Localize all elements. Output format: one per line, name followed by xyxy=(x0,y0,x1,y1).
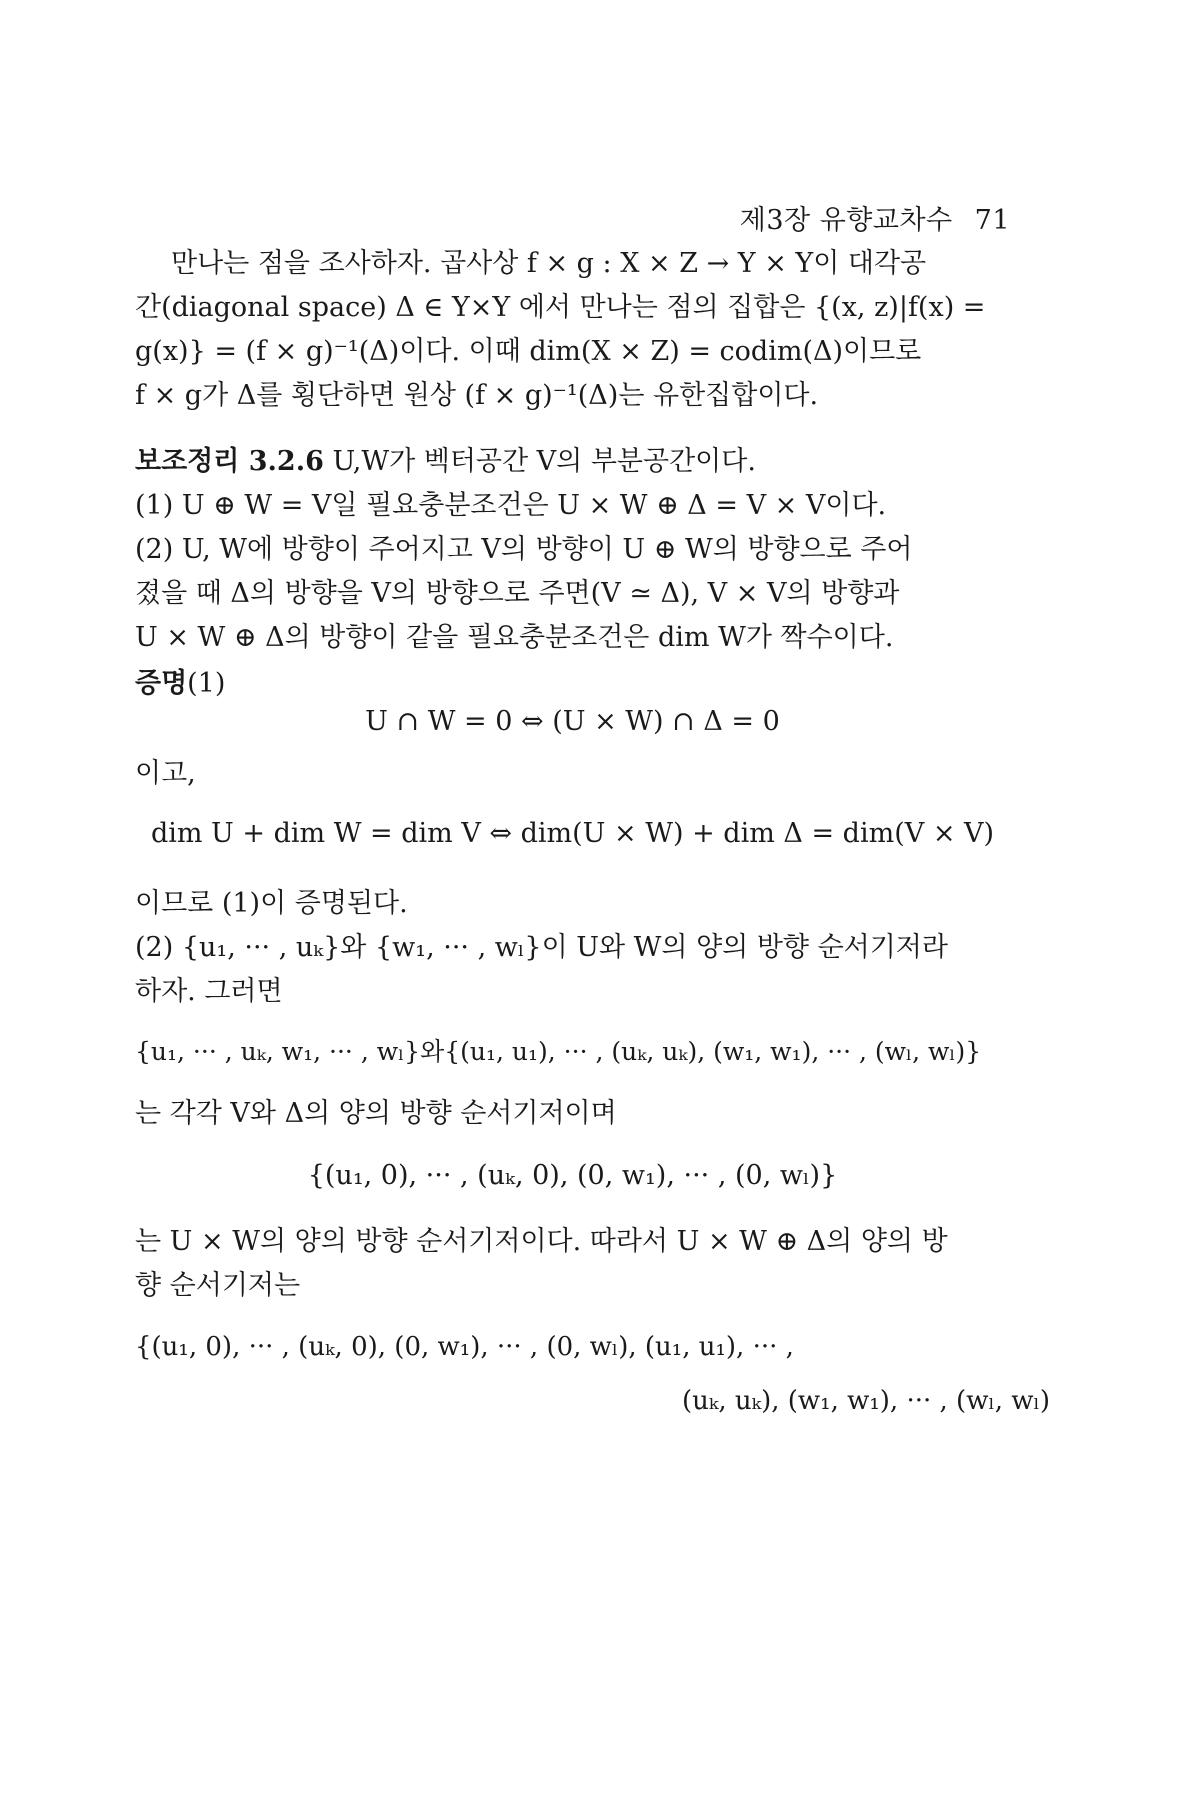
equation-basis-line-1: {(u₁, 0), ··· , (uₖ, 0), (0, w₁), ··· , (0, wₗ), (u₁, u₁), ··· , xyxy=(135,1332,794,1362)
intro-line: 만나는 점을 조사하자. 곱사상 f × g : X × Z → Y × Y이 대각공 xyxy=(171,248,927,279)
page-number: 71 xyxy=(974,205,1010,236)
proof-line: (2) {u₁, ··· , uₖ}와 {w₁, ··· , wₗ}이 U와 W의 양의 방향 순서기저라 xyxy=(135,932,948,963)
lemma-item-2-line: (2) U, W에 방향이 주어지고 V의 방향이 U ⊕ W의 방향으로 주어 xyxy=(135,534,913,565)
equation-basis-line-2: (uₖ, uₖ), (w₁, w₁), ··· , (wₗ, wₗ) xyxy=(681,1386,1050,1416)
proof-label: 증명 xyxy=(135,668,188,699)
equation-2 xyxy=(135,812,1010,856)
proof-text-1 xyxy=(135,752,1010,796)
lemma-item-2-line: 졌을 때 Δ의 방향을 V의 방향으로 주면(V ≃ Δ), V × V의 방향과 xyxy=(135,578,900,609)
proof-text-2 xyxy=(135,882,1010,1014)
lemma-label: 보조정리 3.2.6 xyxy=(135,446,324,477)
intro-line: g(x)} = (f × g)⁻¹(Δ)이다. 이때 dim(X × Z) = codim(Δ)이므로 xyxy=(135,336,922,367)
equation-dimension: dim U + dim W = dim V ⇔ dim(U × W) + dim Δ = dim(V × V) xyxy=(150,818,995,849)
equation-3 xyxy=(135,1030,1010,1074)
proof-line: 이고, xyxy=(135,758,196,789)
proof-text-4 xyxy=(135,1220,1010,1308)
equation-1 xyxy=(135,700,1010,744)
lemma-item-2-line: U × W ⊕ Δ의 방향이 같을 필요충분조건은 dim W가 짝수이다. xyxy=(135,622,894,653)
proof-line: 는 각각 V와 Δ의 양의 방향 순서기저이며 xyxy=(135,1098,617,1129)
equation-intersection: U ∩ W = 0 ⇔ (U × W) ∩ Δ = 0 xyxy=(365,706,780,737)
equation-4 xyxy=(135,1154,1010,1198)
intro-paragraph xyxy=(135,242,1010,418)
running-header xyxy=(740,198,1010,237)
intro-line: f × g가 Δ를 횡단하면 원상 (f × g)⁻¹(Δ)는 유한집합이다. xyxy=(135,380,819,411)
proof-line: 이므로 (1)이 증명된다. xyxy=(135,888,408,919)
equation-bases: {u₁, ··· , uₖ, w₁, ··· , wₗ}와{(u₁, u₁), ··· , (uₖ, uₖ), (w₁, w₁), ··· , (wₗ, wₗ)} xyxy=(135,1037,982,1066)
equation-5 xyxy=(135,1320,1050,1428)
proof-line: 하자. 그러면 xyxy=(135,976,283,1007)
intro-line: 간(diagonal space) Δ ∈ Y×Y 에서 만나는 점의 집합은 {(x, z)|f(x) = xyxy=(135,292,986,323)
lemma xyxy=(135,440,1010,660)
lemma-statement: U,W가 벡터공간 V의 부분공간이다. xyxy=(323,446,756,477)
proof-part1-label: (1) xyxy=(187,668,226,699)
equation-basis-uxw: {(u₁, 0), ··· , (uₖ, 0), (0, w₁), ··· , (0, wₗ)} xyxy=(307,1160,838,1191)
proof-line: 는 U × W의 양의 방향 순서기저이다. 따라서 U × W ⊕ Δ의 양의 방 xyxy=(135,1226,948,1257)
chapter-title: 제3장 유향교차수 xyxy=(739,205,953,236)
proof-line: 향 순서기저는 xyxy=(135,1270,301,1301)
proof-text-3 xyxy=(135,1092,1010,1136)
lemma-item-1: (1) U ⊕ W = V일 필요충분조건은 U × W ⊕ Δ = V × V이다. xyxy=(135,490,887,521)
